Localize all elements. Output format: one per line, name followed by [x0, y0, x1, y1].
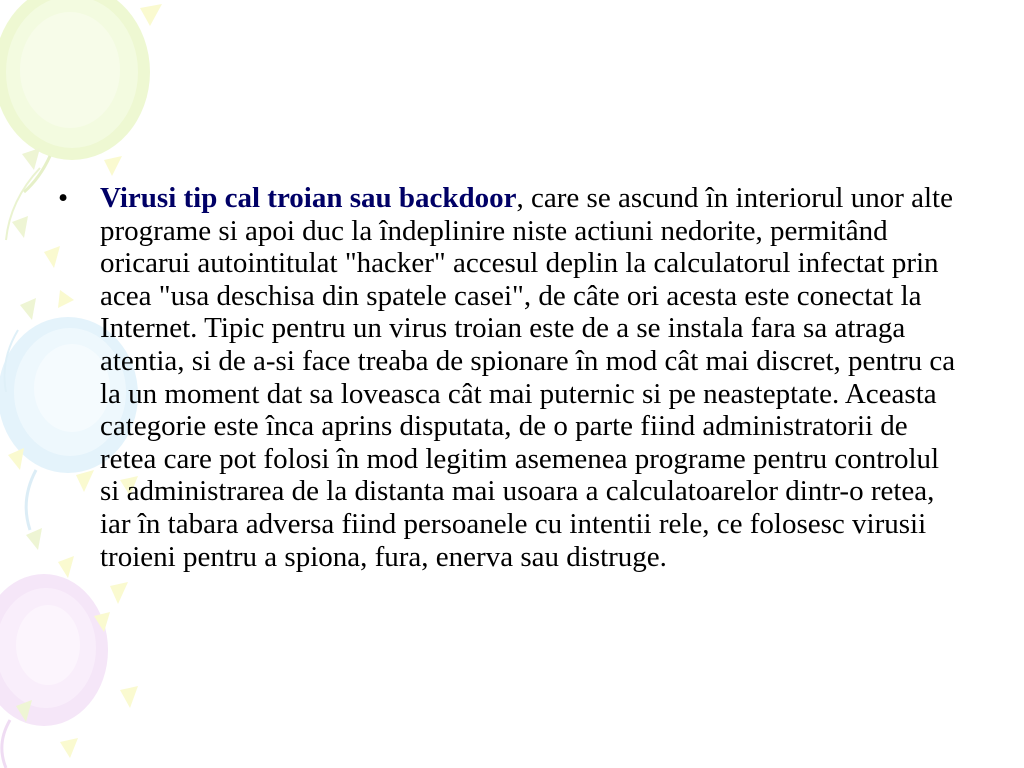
bullet-description: , care se ascund în interiorul unor alte programe si apoi duc la îndeplinire niste actiuni nedorite, permitând oricarui autointitulat "hacker" accesul deplin la calculatorul infectat prin acea "usa deschisa din spatele casei", de câte ori acesta este conectat la Internet. Tipic pentru un virus troian este de a se instala fara sa atraga atentia, si de a-si face treaba de spionare în mod cât mai discret, pentru ca la un moment dat sa loveasca cât mai puternic si pe neasteptate. Aceasta categorie este înca aprins disputata, de o parte fiind administratorii de retea care pot folosi în mod legitim asemenea programe pentru controlul si administrarea de la distanta mai usoara a calculatoarelor dintr-o retea, iar în tabara adversa fiind persoanele cu intentii rele, ce folosesc virusii troieni pentru a spiona, fura, enerva sau distruge. — [100, 182, 956, 573]
bullet-icon: • — [58, 182, 69, 214]
pink-balloon-icon — [0, 574, 108, 768]
slide-body — [56, 182, 956, 573]
bullet-term: Virusi tip cal troian sau backdoor — [100, 182, 517, 214]
bullet-item — [56, 182, 956, 573]
bullet-text — [100, 182, 956, 573]
